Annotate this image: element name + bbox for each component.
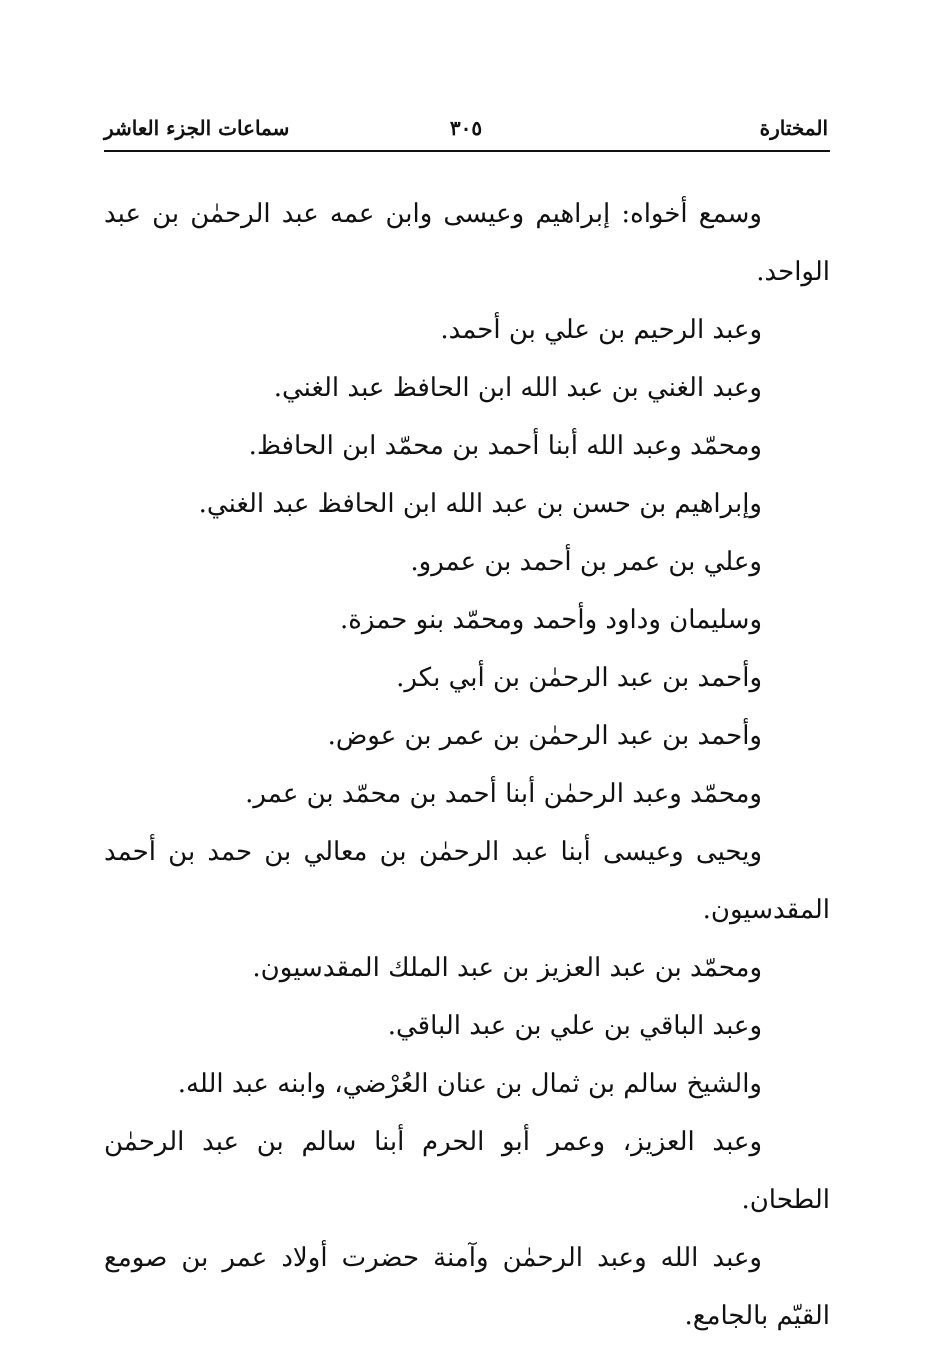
paragraph: ومحمّد وعبد الله أبنا أحمد بن محمّد ابن الحافظ.: [248, 431, 762, 461]
paragraph: والشيخ سالم بن ثمال بن عنان العُرْضي، وابنه عبد الله.: [177, 1069, 762, 1099]
paragraph: وإبراهيم بن حسن بن عبد الله ابن الحافظ عبد الغني.: [198, 489, 762, 519]
header-rule: [104, 150, 830, 152]
paragraph: وسمع أخواه: إبراهيم وعيسى وابن عمه عبد الرحمٰن بن عبد الواحد.: [104, 199, 830, 287]
section-title: سماعات الجزء العاشر: [104, 116, 290, 140]
paragraph: وعبد العزيز، وعمر أبو الحرم أبنا سالم بن عبد الرحمٰن الطحان.: [104, 1127, 830, 1215]
paragraph: وعبد الرحيم بن علي بن أحمد.: [440, 315, 762, 345]
paragraph: وسليمان وداود وأحمد ومحمّد بنو حمزة.: [340, 605, 762, 635]
book-title: المختارة: [759, 116, 828, 140]
running-header: [104, 112, 828, 148]
paragraph: وعبد الله وعبد الرحمٰن وآمنة حضرت أولاد عمر بن صومع القيّم بالجامع.: [104, 1243, 830, 1331]
paragraph: ومحمّد وعبد الرحمٰن أبنا أحمد بن محمّد بن عمر.: [245, 779, 762, 809]
paragraph: وأحمد بن عبد الرحمٰن بن أبي بكر.: [396, 663, 762, 693]
page-body: [104, 185, 830, 1345]
paragraph: وعبد الباقي بن علي بن عبد الباقي.: [387, 1011, 762, 1041]
paragraph: وأحمد بن عبد الرحمٰن بن عمر بن عوض.: [327, 721, 762, 751]
page-number: ٣٠٥: [449, 116, 483, 140]
paragraph: ويحيى وعيسى أبنا عبد الرحمٰن بن معالي بن حمد بن أحمد المقدسيون.: [104, 837, 830, 925]
paragraph: ومحمّد بن عبد العزيز بن عبد الملك المقدسيون.: [252, 953, 762, 983]
paragraph: وعبد الغني بن عبد الله ابن الحافظ عبد الغني.: [273, 373, 762, 403]
paragraph: وعلي بن عمر بن أحمد بن عمرو.: [410, 547, 762, 577]
